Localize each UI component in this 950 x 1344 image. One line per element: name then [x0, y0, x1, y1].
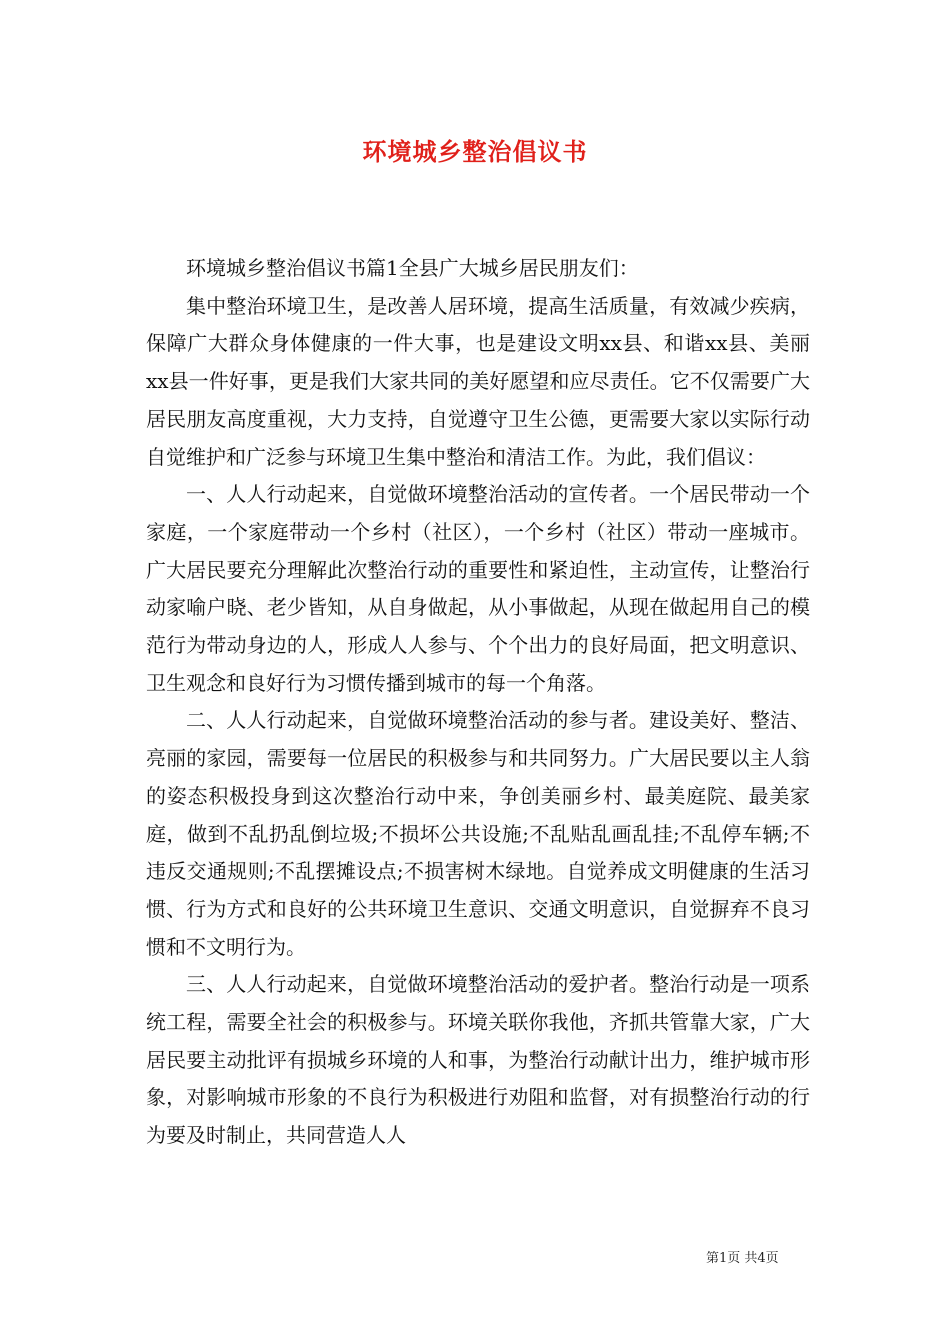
- paragraph-point-2: 二、人人行动起来，自觉做环境整治活动的参与者。建设美好、整洁、亮丽的家园，需要每一位居民的积极参与和共同努力。广大居民要以主人翁的姿态积极投身到这次整治行动中来，争创美丽乡村、最美庭院、最美家庭，做到不乱扔乱倒垃圾;不损坏公共设施;不乱贴乱画乱挂;不乱停车辆;不违反交通规则;不乱摆摊设点;不损害树木绿地。自觉养成文明健康的生活习惯、行为方式和良好的公共环境卫生意识、交通文明意识，自觉摒弃不良习惯和不文明行为。: [146, 708, 810, 959]
- paragraph-point-1: 一、人人行动起来，自觉做环境整治活动的宣传者。一个居民带动一个家庭，一个家庭带动一个乡村（社区），一个乡村（社区）带动一座城市。广大居民要充分理解此次整治行动的重要性和紧迫性，主动宣传，让整治行动家喻户晓、老少皆知，从自身做起，从小事做起，从现在做起用自己的模范行为带动身边的人，形成人人参与、个个出力的良好局面，把文明意识、卫生观念和良好行为习惯传播到城市的每一个角落。: [146, 482, 810, 695]
- paragraph-intro: 环境城乡整治倡议书篇1全县广大城乡居民朋友们：: [186, 256, 639, 280]
- page-footer: 第1页 共4页: [706, 1251, 779, 1266]
- document-body: [146, 250, 810, 1155]
- document-title: 环境城乡整治倡议书: [362, 137, 588, 166]
- paragraph-main: 集中整治环境卫生，是改善人居环境，提高生活质量，有效减少疾病，保障广大群众身体健康的一件大事，也是建设文明xx县、和谐xx县、美丽xx县一件好事，更是我们大家共同的美好愿望和应尽责任。它不仅需要广大居民朋友高度重视，大力支持，自觉遵守卫生公德，更需要大家以实际行动自觉维护和广泛参与环境卫生集中整治和清洁工作。为此，我们倡议：: [146, 293, 810, 469]
- paragraph-point-3: 三、人人行动起来，自觉做环境整治活动的爱护者。整治行动是一项系统工程，需要全社会的积极参与。环境关联你我他，齐抓共管靠大家，广大居民要主动批评有损城乡环境的人和事，为整治行动献计出力，维护城市形象，对影响城市形象的不良行为积极进行劝阻和监督，对有损整治行动的行为要及时制止，共同营造人人: [146, 972, 810, 1148]
